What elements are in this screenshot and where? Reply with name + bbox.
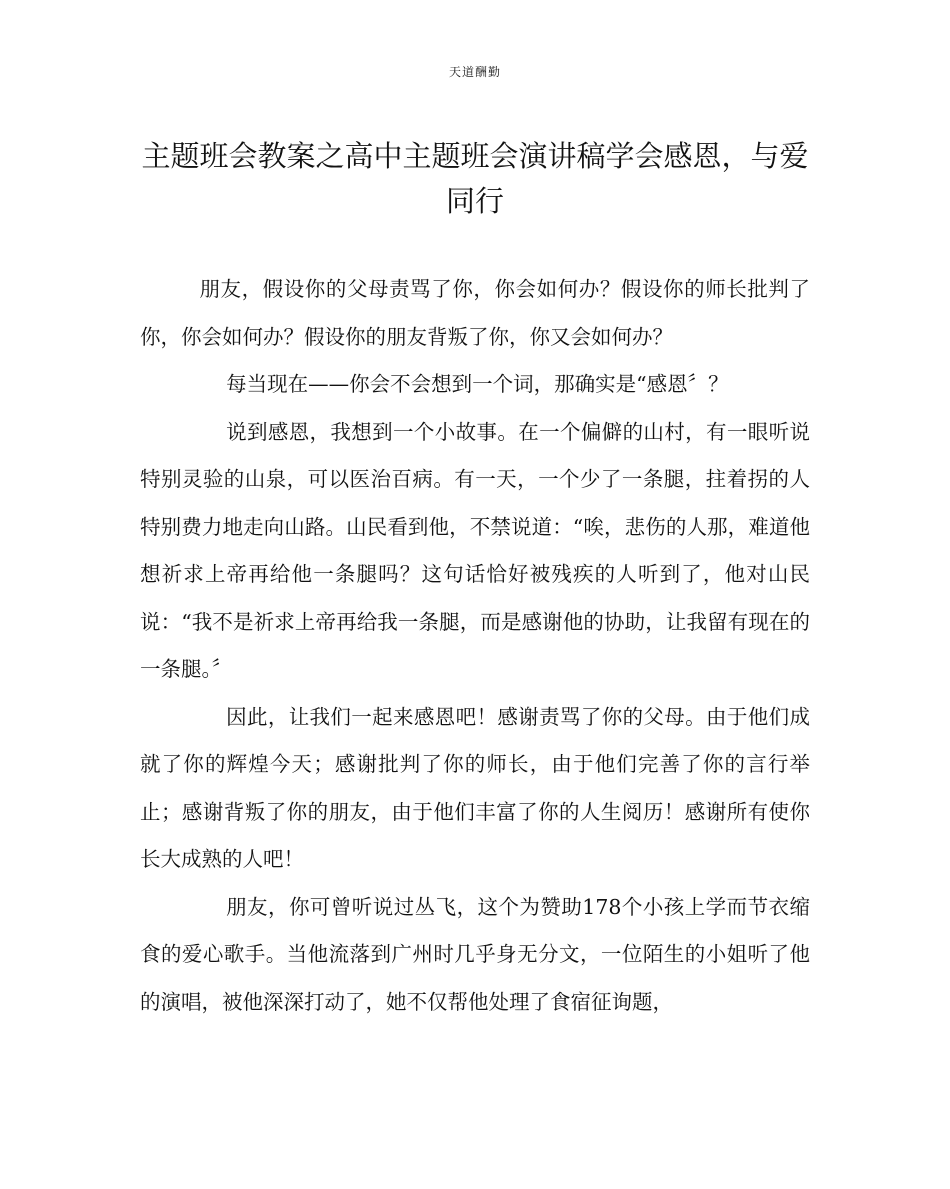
paragraph-4: 因此，让我们一起来感恩吧！感谢责骂了你的父母。由于他们成就了你的辉煌今天；感谢批判了你的师长，由于他们完善了你的言行举止；感谢背叛了你的朋友，由于他们丰富了你的人生阅历！感谢所有使你长大成熟的人吧！ <box>140 704 810 871</box>
paragraph-5: 朋友，你可曾听说过丛飞，这个为赞助178个小孩上学而节衣缩食的爱心歌手。当他流落到广州时几乎身无分文，一位陌生的小姐听了他的演唱，被他深深打动了，她不仅帮他处理了食宿征询题， <box>140 894 810 1014</box>
paragraph-3: 说到感恩，我想到一个小故事。在一个偏僻的山村，有一眼听说特别灵验的山泉，可以医治百病。有一天，一个少了一条腿，拄着拐的人特别费力地走向山路。山民看到他，不禁说道：“唉，悲伤的人那，难道他想祈求上帝再给他一条腿吗？这句话恰好被残疾的人听到了，他对山民说：“我不是祈求上帝再给我一条腿，而是感谢他的协助，让我留有现在的一条腿。〞 <box>140 419 810 681</box>
paragraph-2: 每当现在——你会不会想到一个词，那确实是“感恩〞？ <box>226 372 729 396</box>
document-title: 主题班会教案之高中主题班会演讲稿学会感恩，与爱同行 <box>141 139 809 218</box>
page-header: 天道酬勤 <box>448 65 501 79</box>
paragraph-1: 朋友，假设你的父母责骂了你，你会如何办？假设你的师长批判了你，你会如何办？假设你的朋友背叛了你，你又会如何办？ <box>140 277 810 349</box>
document-body <box>140 266 810 1026</box>
